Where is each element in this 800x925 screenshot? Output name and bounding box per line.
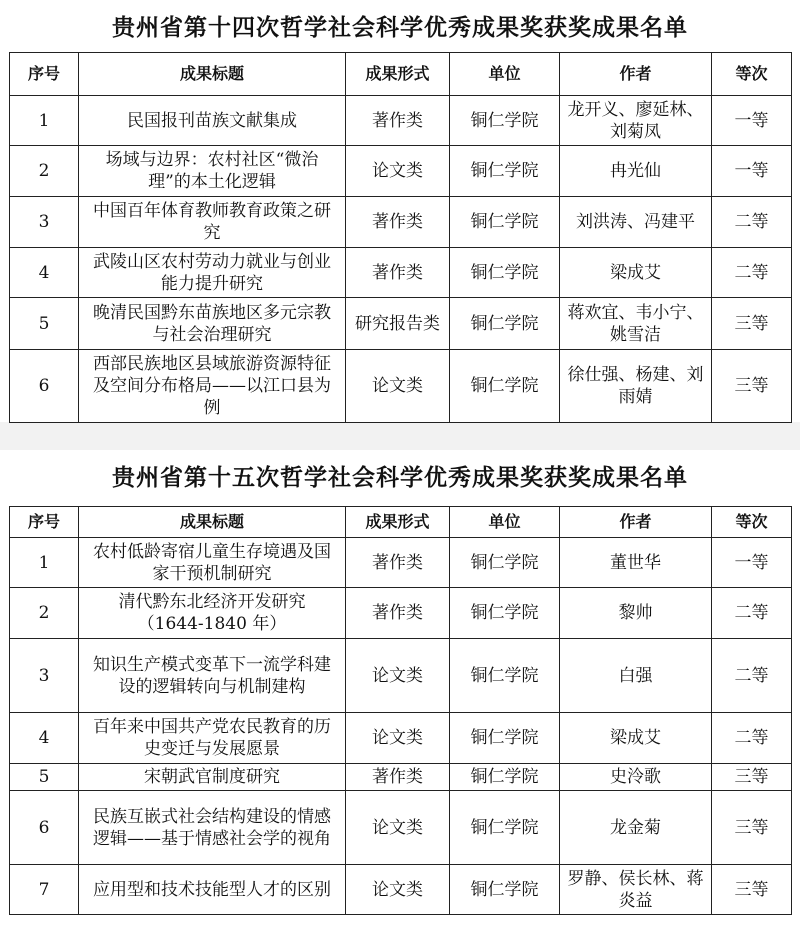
- cell-grade: 一等: [712, 96, 792, 146]
- table-title: 贵州省第十五次哲学社会科学优秀成果奖获奖成果名单: [112, 465, 688, 491]
- cell-no: 3: [10, 639, 79, 713]
- cell-title: 宋朝武官制度研究: [79, 764, 346, 791]
- cell-title: 武陵山区农村劳动力就业与创业能力提升研究: [79, 248, 346, 298]
- cell-grade: 二等: [712, 197, 792, 248]
- cell-no: 4: [10, 248, 79, 298]
- cell-form: 论文类: [346, 713, 450, 764]
- cell-form: 论文类: [346, 350, 450, 423]
- table-row: [10, 146, 792, 197]
- header-title: 成果标题: [79, 53, 346, 96]
- cell-author: 龙开义、廖延林、刘菊凤: [560, 96, 712, 146]
- cell-form: 研究报告类: [346, 298, 450, 350]
- table-row: [10, 588, 792, 639]
- cell-unit: 铜仁学院: [450, 248, 560, 298]
- cell-grade: 一等: [712, 538, 792, 588]
- cell-unit: 铜仁学院: [450, 538, 560, 588]
- cell-no: 5: [10, 764, 79, 791]
- cell-form: 论文类: [346, 865, 450, 915]
- cell-author: 白强: [560, 639, 712, 713]
- cell-author: 梁成艾: [560, 713, 712, 764]
- cell-title: 晚清民国黔东苗族地区多元宗教与社会治理研究: [79, 298, 346, 350]
- cell-no: 5: [10, 298, 79, 350]
- cell-author: 冉光仙: [560, 146, 712, 197]
- cell-unit: 铜仁学院: [450, 588, 560, 639]
- cell-title: 西部民族地区县域旅游资源特征及空间分布格局——以江口县为例: [79, 350, 346, 423]
- cell-form: 著作类: [346, 96, 450, 146]
- cell-form: 著作类: [346, 588, 450, 639]
- cell-unit: 铜仁学院: [450, 865, 560, 915]
- cell-grade: 三等: [712, 350, 792, 423]
- cell-author: 刘洪涛、冯建平: [560, 197, 712, 248]
- cell-no: 3: [10, 197, 79, 248]
- cell-author: 史泠歌: [560, 764, 712, 791]
- cell-author: 梁成艾: [560, 248, 712, 298]
- cell-unit: 铜仁学院: [450, 791, 560, 865]
- cell-grade: 二等: [712, 588, 792, 639]
- cell-no: 1: [10, 538, 79, 588]
- header-unit: 单位: [450, 53, 560, 96]
- cell-unit: 铜仁学院: [450, 713, 560, 764]
- cell-title: 民族互嵌式社会结构建设的情感逻辑——基于情感社会学的视角: [79, 791, 346, 865]
- cell-no: 6: [10, 350, 79, 423]
- header-grade: 等次: [712, 507, 792, 538]
- table-row: [10, 791, 792, 865]
- header-form: 成果形式: [346, 53, 450, 96]
- cell-title: 清代黔东北经济开发研究（1644-1840 年）: [79, 588, 346, 639]
- cell-grade: 二等: [712, 639, 792, 713]
- cell-unit: 铜仁学院: [450, 146, 560, 197]
- table-row: [10, 96, 792, 146]
- cell-author: 董世华: [560, 538, 712, 588]
- header-row: [10, 53, 792, 96]
- cell-title: 农村低龄寄宿儿童生存境遇及国家干预机制研究: [79, 538, 346, 588]
- table-row: [10, 713, 792, 764]
- header-form: 成果形式: [346, 507, 450, 538]
- cell-grade: 三等: [712, 791, 792, 865]
- cell-title: 民国报刊苗族文献集成: [79, 96, 346, 146]
- header-author: 作者: [560, 507, 712, 538]
- cell-no: 2: [10, 146, 79, 197]
- cell-form: 论文类: [346, 146, 450, 197]
- cell-title: 应用型和技术技能型人才的区别: [79, 865, 346, 915]
- cell-title: 场域与边界：农村社区“微治理”的本土化逻辑: [79, 146, 346, 197]
- cell-grade: 二等: [712, 713, 792, 764]
- award-table: [9, 506, 792, 915]
- header-unit: 单位: [450, 507, 560, 538]
- cell-grade: 三等: [712, 298, 792, 350]
- cell-title: 百年来中国共产党农民教育的历史变迁与发展愿景: [79, 713, 346, 764]
- cell-no: 7: [10, 865, 79, 915]
- award-table: [9, 52, 792, 423]
- cell-unit: 铜仁学院: [450, 96, 560, 146]
- cell-grade: 二等: [712, 248, 792, 298]
- cell-no: 6: [10, 791, 79, 865]
- cell-grade: 三等: [712, 865, 792, 915]
- cell-form: 著作类: [346, 764, 450, 791]
- table-row: [10, 764, 792, 791]
- cell-form: 著作类: [346, 197, 450, 248]
- cell-form: 著作类: [346, 538, 450, 588]
- table-row: [10, 639, 792, 713]
- cell-unit: 铜仁学院: [450, 764, 560, 791]
- header-no: 序号: [10, 53, 79, 96]
- table-row: [10, 248, 792, 298]
- cell-grade: 一等: [712, 146, 792, 197]
- award-list-14th: [0, 0, 800, 422]
- cell-form: 论文类: [346, 639, 450, 713]
- cell-no: 1: [10, 96, 79, 146]
- cell-form: 著作类: [346, 248, 450, 298]
- header-grade: 等次: [712, 53, 792, 96]
- header-title: 成果标题: [79, 507, 346, 538]
- table-row: [10, 298, 792, 350]
- table-row: [10, 538, 792, 588]
- cell-author: 蒋欢宜、韦小宁、姚雪洁: [560, 298, 712, 350]
- header-author: 作者: [560, 53, 712, 96]
- header-row: [10, 507, 792, 538]
- cell-author: 黎帅: [560, 588, 712, 639]
- cell-grade: 三等: [712, 764, 792, 791]
- cell-no: 4: [10, 713, 79, 764]
- cell-unit: 铜仁学院: [450, 350, 560, 423]
- cell-author: 徐仕强、杨建、刘雨婧: [560, 350, 712, 423]
- table-title: 贵州省第十四次哲学社会科学优秀成果奖获奖成果名单: [112, 15, 688, 41]
- cell-author: 罗静、侯长林、蒋炎益: [560, 865, 712, 915]
- cell-title: 知识生产模式变革下一流学科建设的逻辑转向与机制建构: [79, 639, 346, 713]
- cell-unit: 铜仁学院: [450, 197, 560, 248]
- cell-unit: 铜仁学院: [450, 298, 560, 350]
- cell-title: 中国百年体育教师教育政策之研究: [79, 197, 346, 248]
- cell-author: 龙金菊: [560, 791, 712, 865]
- cell-no: 2: [10, 588, 79, 639]
- cell-form: 论文类: [346, 791, 450, 865]
- table-row: [10, 865, 792, 915]
- header-no: 序号: [10, 507, 79, 538]
- table-row: [10, 350, 792, 423]
- award-list-15th: [0, 450, 800, 925]
- table-row: [10, 197, 792, 248]
- cell-unit: 铜仁学院: [450, 639, 560, 713]
